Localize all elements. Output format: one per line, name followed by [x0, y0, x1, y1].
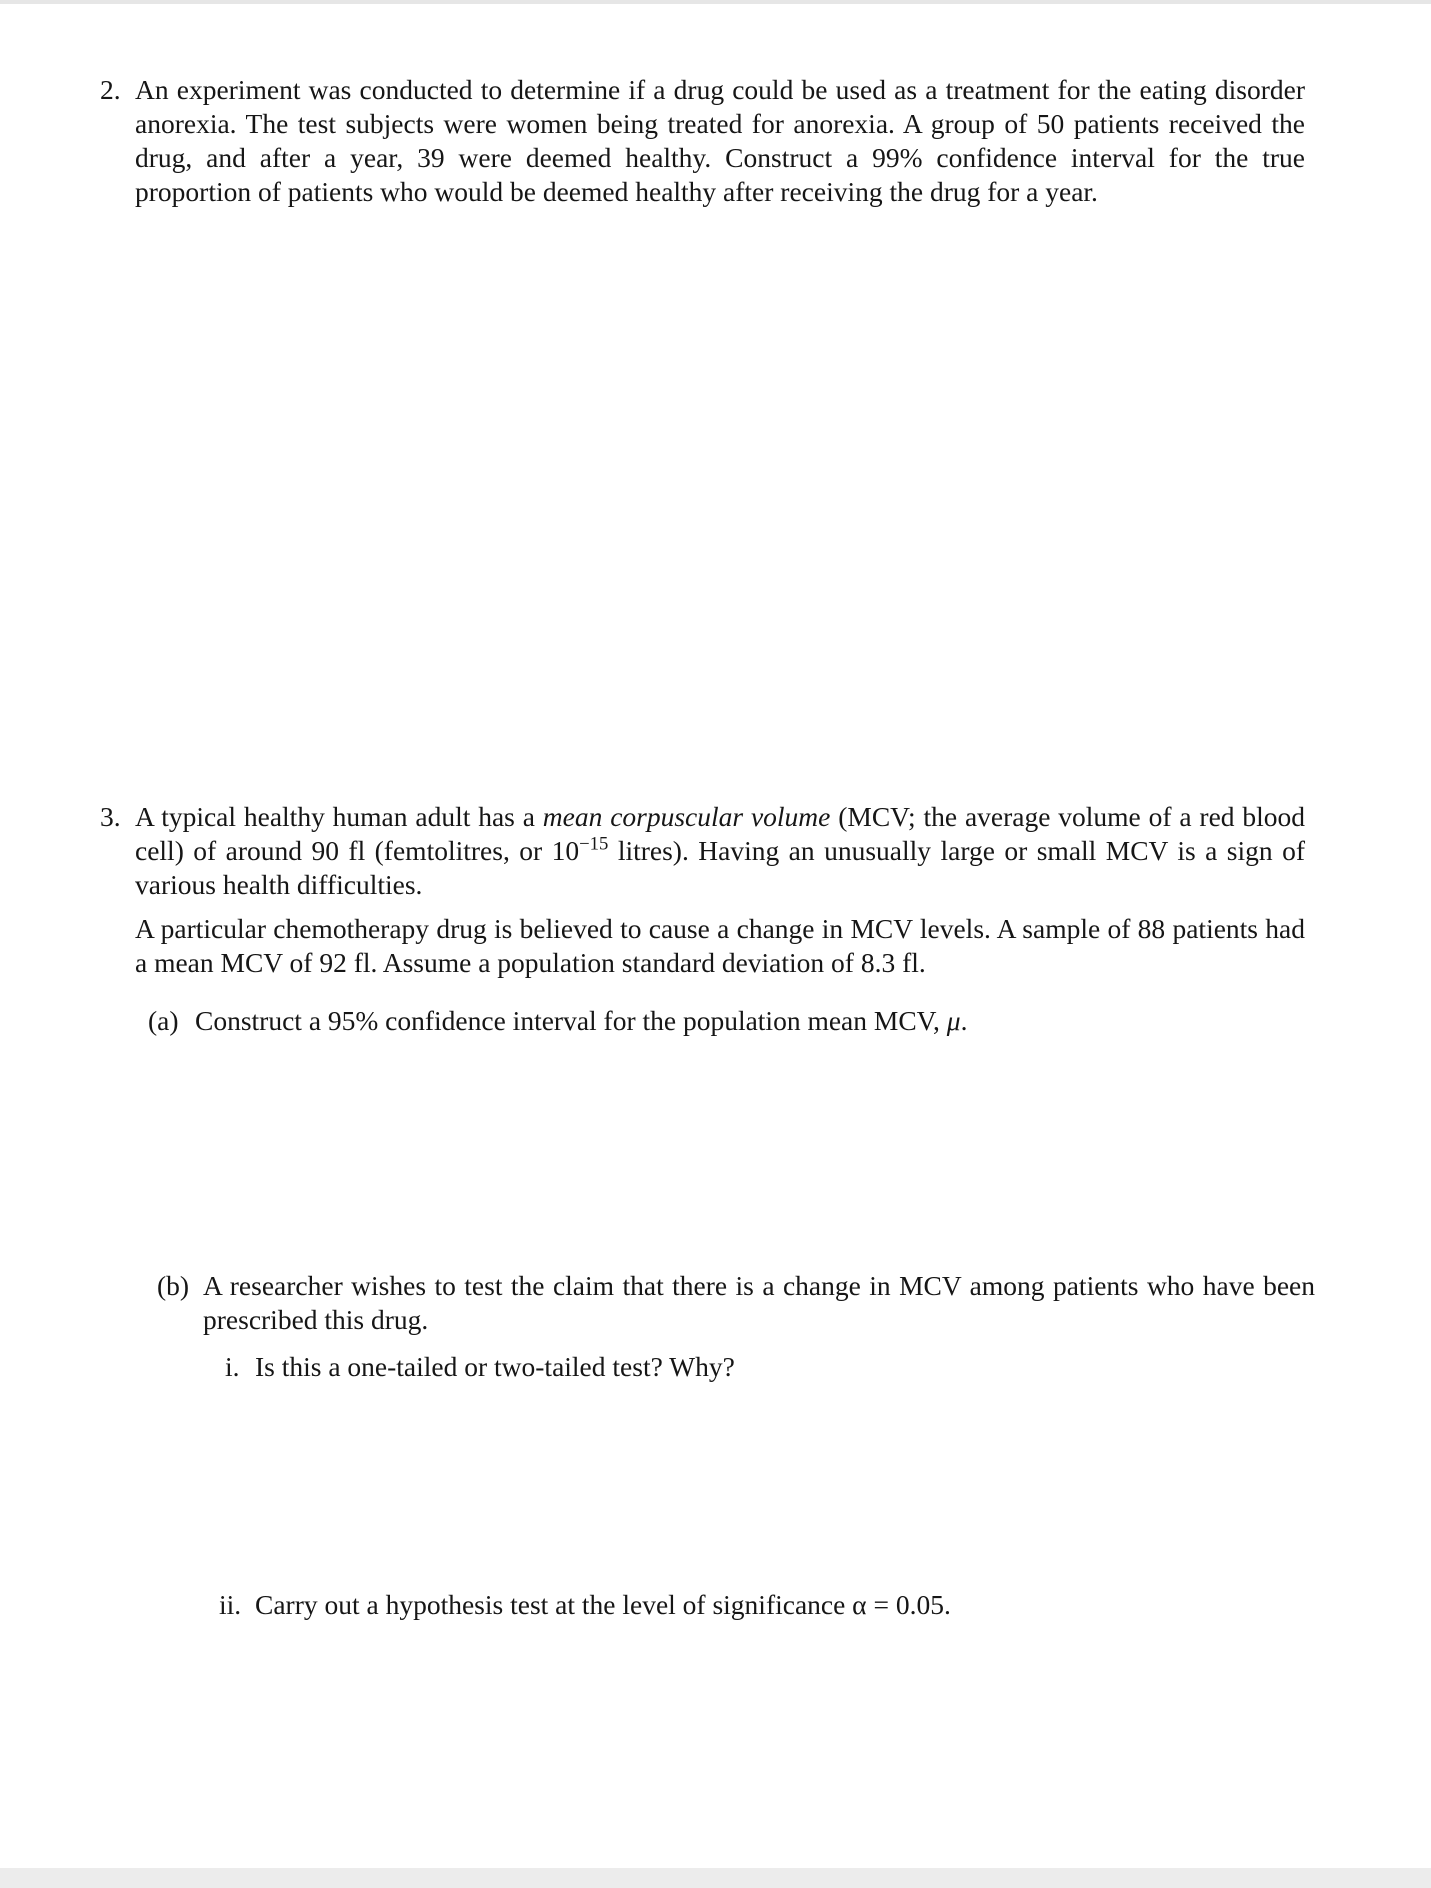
question-3-paragraph-2: A particular chemotherapy drug is believed to cause a change in MCV levels. A sample of 88 patients had a mean MCV of 92 fl. Assume a population standard deviation of 8.3 fl. [135, 913, 1305, 978]
sub-ii-text: Carry out a hypothesis test at the level of significance α = 0.05. [255, 1589, 951, 1620]
question-2-text: An experiment was conducted to determine if a drug could be used as a treatment for the eating disorder anorexia. The test subjects were women being treated for anorexia. A group of 50 patients received the drug, and after a year, 39 were deemed healthy. Construct a 99% confidence interval for the true proportion of patients who would be deemed healthy after receiving the drug for a year. [135, 74, 1305, 207]
part-b-label: (b) [157, 1270, 190, 1301]
sub-i-label: i. [225, 1351, 240, 1382]
part-a-period: . [960, 1005, 968, 1036]
sub-ii-label: ii. [219, 1589, 242, 1620]
part-b-text: A researcher wishes to test the claim that there is a change in MCV among patients who have been prescribed this drug. [203, 1270, 1315, 1335]
part-a-mu-symbol: μ [946, 1005, 961, 1036]
question-3-intro-exponent: −15 [579, 833, 609, 855]
question-2-number: 2. [100, 74, 121, 105]
question-3-intro-part-3: litres). Having an unusually large or small MCV is a sign of various health difficulties. [135, 835, 1305, 900]
question-3-intro-part-2: (MCV; the average volume of a red blood cell) of around 90 fl (femtolitres, or 10 [135, 801, 1306, 866]
part-a-text [195, 1004, 1305, 1038]
bottom-band [0, 1868, 1431, 1888]
part-a-label: (a) [148, 1005, 179, 1036]
question-3-intro [135, 800, 1305, 902]
part-a-text-main: Construct a 95% confidence interval for the population mean MCV, [195, 1005, 940, 1036]
question-3-number: 3. [100, 801, 121, 832]
question-3-intro-part-1: A typical healthy human adult has a [135, 801, 535, 832]
question-3-intro-italic-term: mean corpuscular volume [542, 801, 831, 832]
sub-i-text: Is this a one-tailed or two-tailed test? Why? [255, 1351, 735, 1382]
